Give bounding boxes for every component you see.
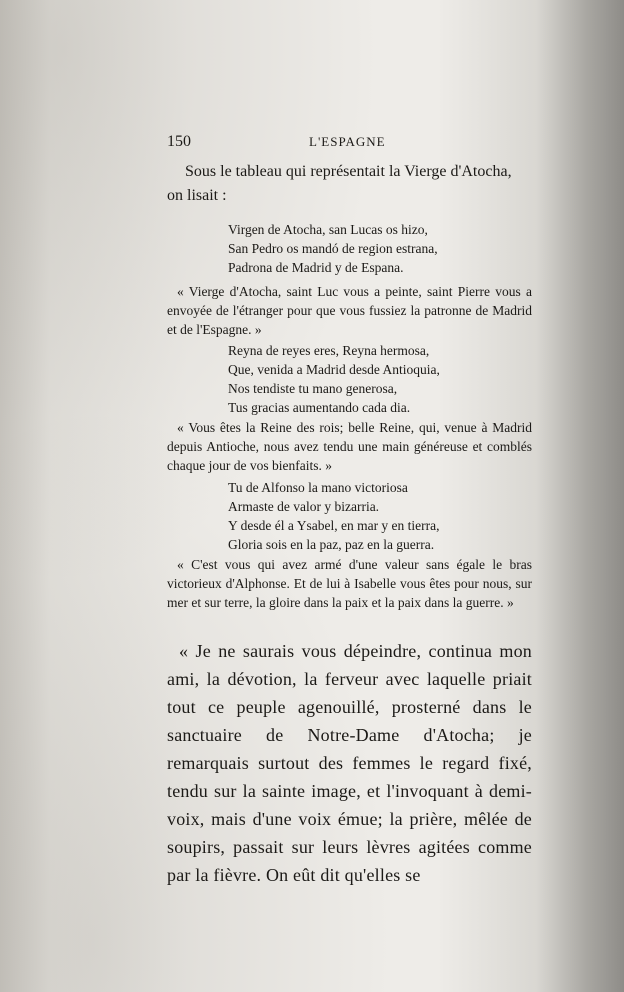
intro-line-1: Sous le tableau qui représentait la Vierge d'Atocha, [185,163,512,180]
running-head: L'ESPAGNE [309,134,386,149]
verse-line: Nos tendiste tu mano generosa, [228,381,398,396]
page-number: 150 [167,133,191,150]
verse-line: Virgen de Atocha, san Lucas os hizo, [228,222,428,237]
verse-line: Armaste de valor y bizarria. [228,499,380,514]
main-paragraph-text: « Je ne saurais vous dépeindre, continua mon ami, la dévotion, la ferveur avec laquelle priait tout ce peuple agenouillé, prosterné dans le sanctuaire de Notre-Dame d'Atocha; je remarquais surtout des femmes le regard fixé, tendu sur la sainte image, et l'invoquant à demi-voix, mais d'une voix émue; la prière, mêlée de soupirs, passait sur leurs lèvres agitées comme par la fièvre. On eût dit qu'elles se [167,641,532,885]
verse-stanza-1 [228,220,438,277]
verse-line: Padrona de Madrid y de Espana. [228,260,404,275]
verse-line: Y desde él a Ysabel, en mar y en tierra, [228,518,440,533]
verse-stanza-3 [228,478,440,554]
verse-line: Reyna de reyes eres, Reyna hermosa, [228,343,430,358]
translation-paragraph: « C'est vous qui avez armé d'une valeur sans égale le bras victorieux d'Alphonse. Et de lui à Isabelle vous êtes pour nous, sur mer et sur terre, la gloire dans la paix et la paix dans la guerre. » [167,557,532,610]
translation-1 [167,282,532,339]
translation-2 [167,418,532,475]
translation-paragraph: « Vous êtes la Reine des rois; belle Reine, qui, venue à Madrid depuis Antioche, nous avez tendu une main généreuse et comblés chaque jour de vos bienfaits. » [167,420,532,473]
verse-line: Gloria sois en la paz, paz en la guerra. [228,537,435,552]
translation-paragraph: « Vierge d'Atocha, saint Luc vous a peinte, saint Pierre vous a envoyée de l'étranger pour que vous fussiez la patronne de Madrid et de l'Espagne. » [167,284,532,337]
intro-text [167,160,532,208]
verse-stanza-2 [228,341,440,417]
verse-line: Tus gracias aumentando cada dia. [228,400,411,415]
verse-line: San Pedro os mandó de region estrana, [228,241,438,256]
page-header [167,133,532,153]
main-paragraph [167,637,532,889]
translation-3 [167,555,532,612]
verse-line: Que, venida a Madrid desde Antioquia, [228,362,440,377]
intro-line-2: on lisait : [167,187,227,204]
verse-line: Tu de Alfonso la mano victoriosa [228,480,408,495]
